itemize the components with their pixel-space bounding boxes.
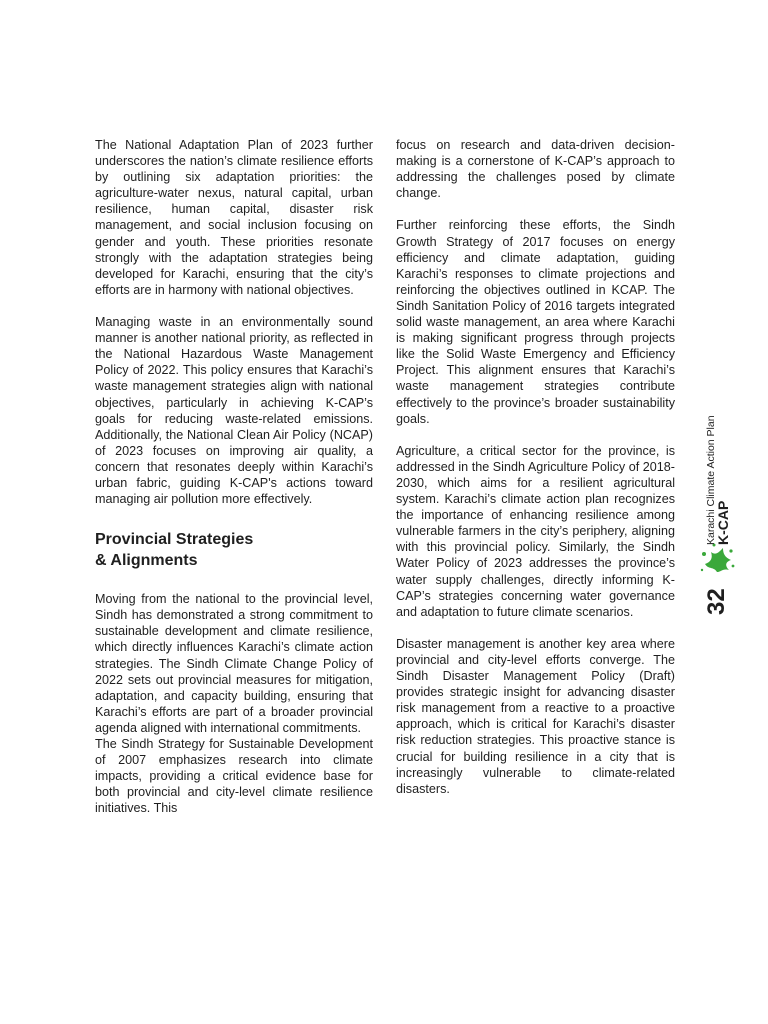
section-heading: [95, 529, 373, 571]
right-column: [396, 137, 675, 797]
paragraph-waste-management: Managing waste in an environmentally sound manner is another national priority, as reflected in the National Hazardous Waste Management Policy of 2022. This policy ensures that Karachi’s waste management strategies align with national objectives, particularly in achieving K-CAP’s goals for reducing waste-related emissions. Additionally, the National Clean Air Policy (NCAP) of 2023 focuses on improving air quality, a concern that resonates deeply within Karachi’s urban fabric, guiding K-CAP's actions toward managing air pollution more effectively.: [95, 315, 373, 507]
paragraph-agriculture: Agriculture, a critical sector for the province, is addressed in the Sindh Agriculture Policy of 2018-2030, which aims for a resilient agricultural system. Karachi’s climate action plan recognizes the importance of enhancing resilience among vulnerable farmers in the city’s periphery, aligning with this provincial policy. Similarly, the Sindh Water Policy of 2023 addresses the province’s water supply challenges, directly informing K-CAP’s strategies concerning water governance and adaptation to future climate scenarios.: [396, 443, 675, 619]
paragraph-provincial-commitment: Moving from the national to the provincial level, Sindh has demonstrated a strong commitment to sustainable development and climate resilience, which directly influences Karachi’s climate action strategies. The Sindh Climate Change Policy of 2022 sets out provincial measures for mitigation, adaptation, and capacity building, ensuring that Karachi’s efforts are part of a broader provincial agenda aligned with international commitments.: [95, 592, 373, 735]
leaf-splash-icon: [701, 544, 735, 573]
paragraph-national-adaptation: The National Adaptation Plan of 2023 further underscores the nation’s climate resilience efforts by outlining six adaptation priorities: the agriculture-water nexus, natural capital, urban resilience, human capital, disaster risk management, and social inclusion focusing on gender and youth. These priorities resonate strongly with the adaptation strategies being developed for Karachi, ensuring that the city’s efforts are in harmony with national objectives.: [95, 138, 373, 297]
paragraph-sustainable-development: The Sindh Strategy for Sustainable Development of 2007 emphasizes research into climate impacts, providing a critical evidence base for both provincial and city-level climate resilience initiatives. This: [95, 737, 373, 816]
paragraph-disaster-management: Disaster management is another key area where provincial and city-level efforts converge. The Sindh Disaster Management Policy (Draft) provides strategic insight for advancing disaster risk management from a reactive to a proactive approach, which is critical for Karachi’s disaster risk reduction strategies. This proactive stance is crucial for building resilience in a city that is increasingly vulnerable to climate-related disasters.: [396, 636, 675, 796]
section-heading-line-2: & Alignments: [95, 552, 198, 570]
brand-short-title: K-CAP: [715, 500, 731, 545]
page-number: 32: [703, 588, 730, 615]
paragraph-growth-strategy: Further reinforcing these efforts, the Sindh Growth Strategy of 2017 focuses on energy efficiency and climate adaptation, guiding Karachi’s responses to climate projections and reinforcing the objectives outlined in KCAP. The Sindh Sanitation Policy of 2016 targets integrated solid waste management, an area where Karachi is making significant progress through projects like the Solid Waste Emergency and Efficiency Project. This alignment ensures that Karachi’s waste management strategies contribute effectively to the province’s broader sustainability goals.: [396, 218, 675, 426]
section-heading-line-1: Provincial Strategies: [95, 531, 254, 549]
paragraph-research-focus: focus on research and data-driven decision-making is a cornerstone of K-CAP’s approach to addressing the challenges posed by climate change.: [396, 138, 675, 201]
side-brand: [700, 400, 740, 620]
left-column: [95, 137, 373, 816]
brand-full-title: Karachi Climate Action Plan: [705, 415, 717, 545]
